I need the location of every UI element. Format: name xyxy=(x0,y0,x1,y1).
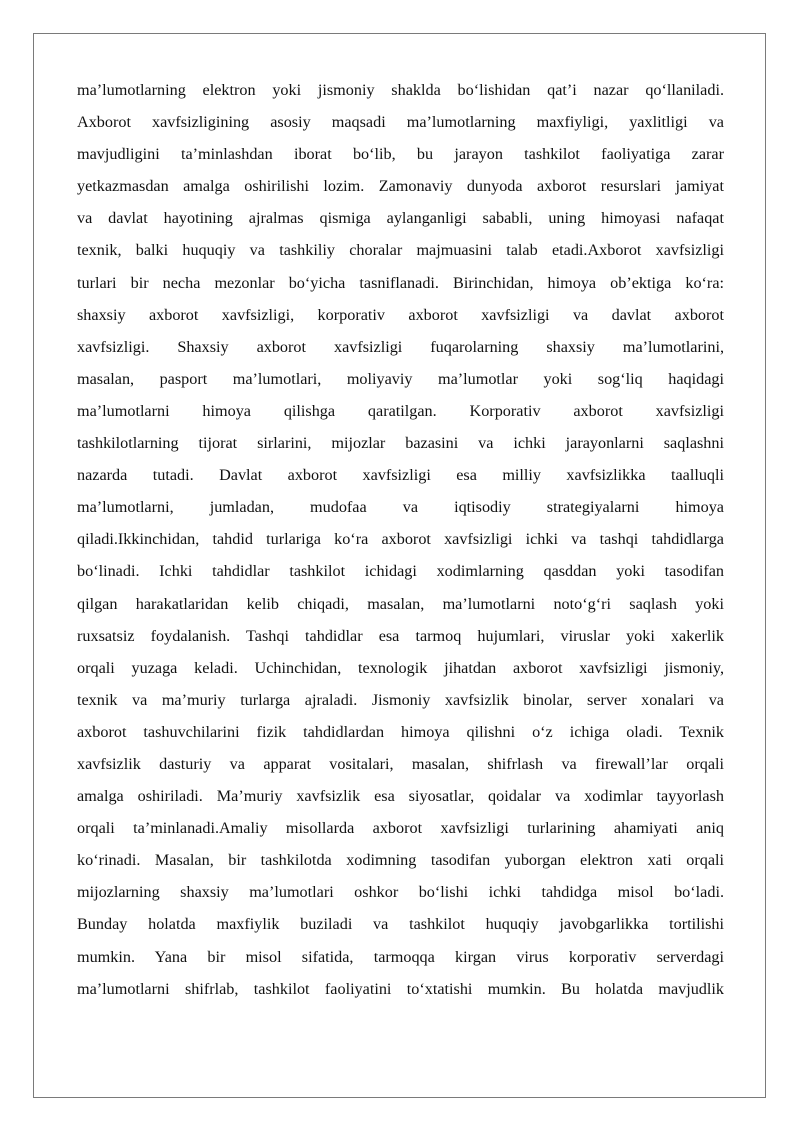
text-line: ko‘rinadi. Masalan, bir tashkilotda xodimning tasodifan yuborgan elektron xati orqali xyxy=(77,851,724,870)
text-line: ma’lumotlarni, jumladan, mudofaa va iqtisodiy strategiyalarni himoya xyxy=(77,498,724,517)
text-line: ma’lumotlarni shifrlab, tashkilot faoliyatini to‘xtatishi mumkin. Bu holatda mavjudlik xyxy=(77,979,724,998)
text-line: mijozlarning shaxsiy ma’lumotlari oshkor bo‘lishi ichki tahdidga misol bo‘ladi. xyxy=(77,883,724,902)
text-line: masalan, pasport ma’lumotlari, moliyaviy ma’lumotlar yoki sog‘liq haqidagi xyxy=(77,369,724,388)
text-line: va davlat hayotining ajralmas qismiga aylanganligi sababli, uning himoyasi nafaqat xyxy=(77,209,724,228)
text-line: orqali ta’minlanadi.Amaliy misollarda axborot xavfsizligi turlarining ahamiyati aniq xyxy=(77,819,724,838)
text-line: tashkilotlarning tijorat sirlarini, mijozlar bazasini va ichki jarayonlarni saqlashni xyxy=(77,434,724,453)
text-line: xavfsizligi. Shaxsiy axborot xavfsizligi fuqarolarning shaxsiy ma’lumotlarini, xyxy=(77,337,724,356)
text-line: nazarda tutadi. Davlat axborot xavfsizligi esa milliy xavfsizlikka taalluqli xyxy=(77,466,724,485)
text-line: ma’lumotlarning elektron yoki jismoniy shaklda bo‘lishidan qat’i nazar qo‘llaniladi. xyxy=(77,81,724,99)
text-line: yetkazmasdan amalga oshirilishi lozim. Zamonaviy dunyoda axborot resurslari jamiyat xyxy=(77,177,724,196)
text-line: Bunday holatda maxfiylik buziladi va tashkilot huquqiy javobgarlikka tortilishi xyxy=(77,915,724,934)
text-line: qiladi.Ikkinchidan, tahdid turlariga ko‘ra axborot xavfsizligi ichki va tashqi tahdidlarga xyxy=(77,530,724,549)
text-line: Axborot xavfsizligining asosiy maqsadi ma’lumotlarning maxfiyligi, yaxlitligi va xyxy=(77,113,724,132)
text-line: amalga oshiriladi. Ma’muriy xavfsizlik esa siyosatlar, qoidalar va xodimlar tayyorlash xyxy=(77,787,724,806)
text-line: mumkin. Yana bir misol sifatida, tarmoqqa kirgan virus korporativ serverdagi xyxy=(77,947,724,966)
text-line: texnik va ma’muriy turlarga ajraladi. Jismoniy xavfsizlik binolar, server xonalari va xyxy=(77,690,724,709)
text-line: turlari bir necha mezonlar bo‘yicha tasniflanadi. Birinchidan, himoya ob’ektiga ko‘ra: xyxy=(77,273,724,292)
text-line: ruxsatsiz foydalanish. Tashqi tahdidlar esa tarmoq hujumlari, viruslar yoki xakerlik xyxy=(77,626,724,645)
text-line: shaxsiy axborot xavfsizligi, korporativ axborot xavfsizligi va davlat axborot xyxy=(77,305,724,324)
text-line: xavfsizlik dasturiy va apparat vositalari, masalan, shifrlash va firewall’lar orqali xyxy=(77,754,724,773)
text-line: orqali yuzaga keladi. Uchinchidan, texnologik jihatdan axborot xavfsizligi jismoniy, xyxy=(77,658,724,677)
text-line: qilgan harakatlaridan kelib chiqadi, masalan, ma’lumotlarni noto‘g‘ri saqlash yoki xyxy=(77,594,724,613)
text-line: bo‘linadi. Ichki tahdidlar tashkilot ichidagi xodimlarning qasddan yoki tasodifan xyxy=(77,562,724,581)
text-line: mavjudligini ta’minlashdan iborat bo‘lib, bu jarayon tashkilot faoliyatiga zarar xyxy=(77,145,724,164)
body-paragraph xyxy=(77,74,724,1005)
text-line: axborot tashuvchilarini fizik tahdidlardan himoya qilishni o‘z ichiga oladi. Texnik xyxy=(77,722,724,741)
text-line: texnik, balki huquqiy va tashkiliy choralar majmuasini talab etadi.Axborot xavfsizligi xyxy=(77,241,724,260)
text-line: ma’lumotlarni himoya qilishga qaratilgan. Korporativ axborot xavfsizligi xyxy=(77,401,724,420)
